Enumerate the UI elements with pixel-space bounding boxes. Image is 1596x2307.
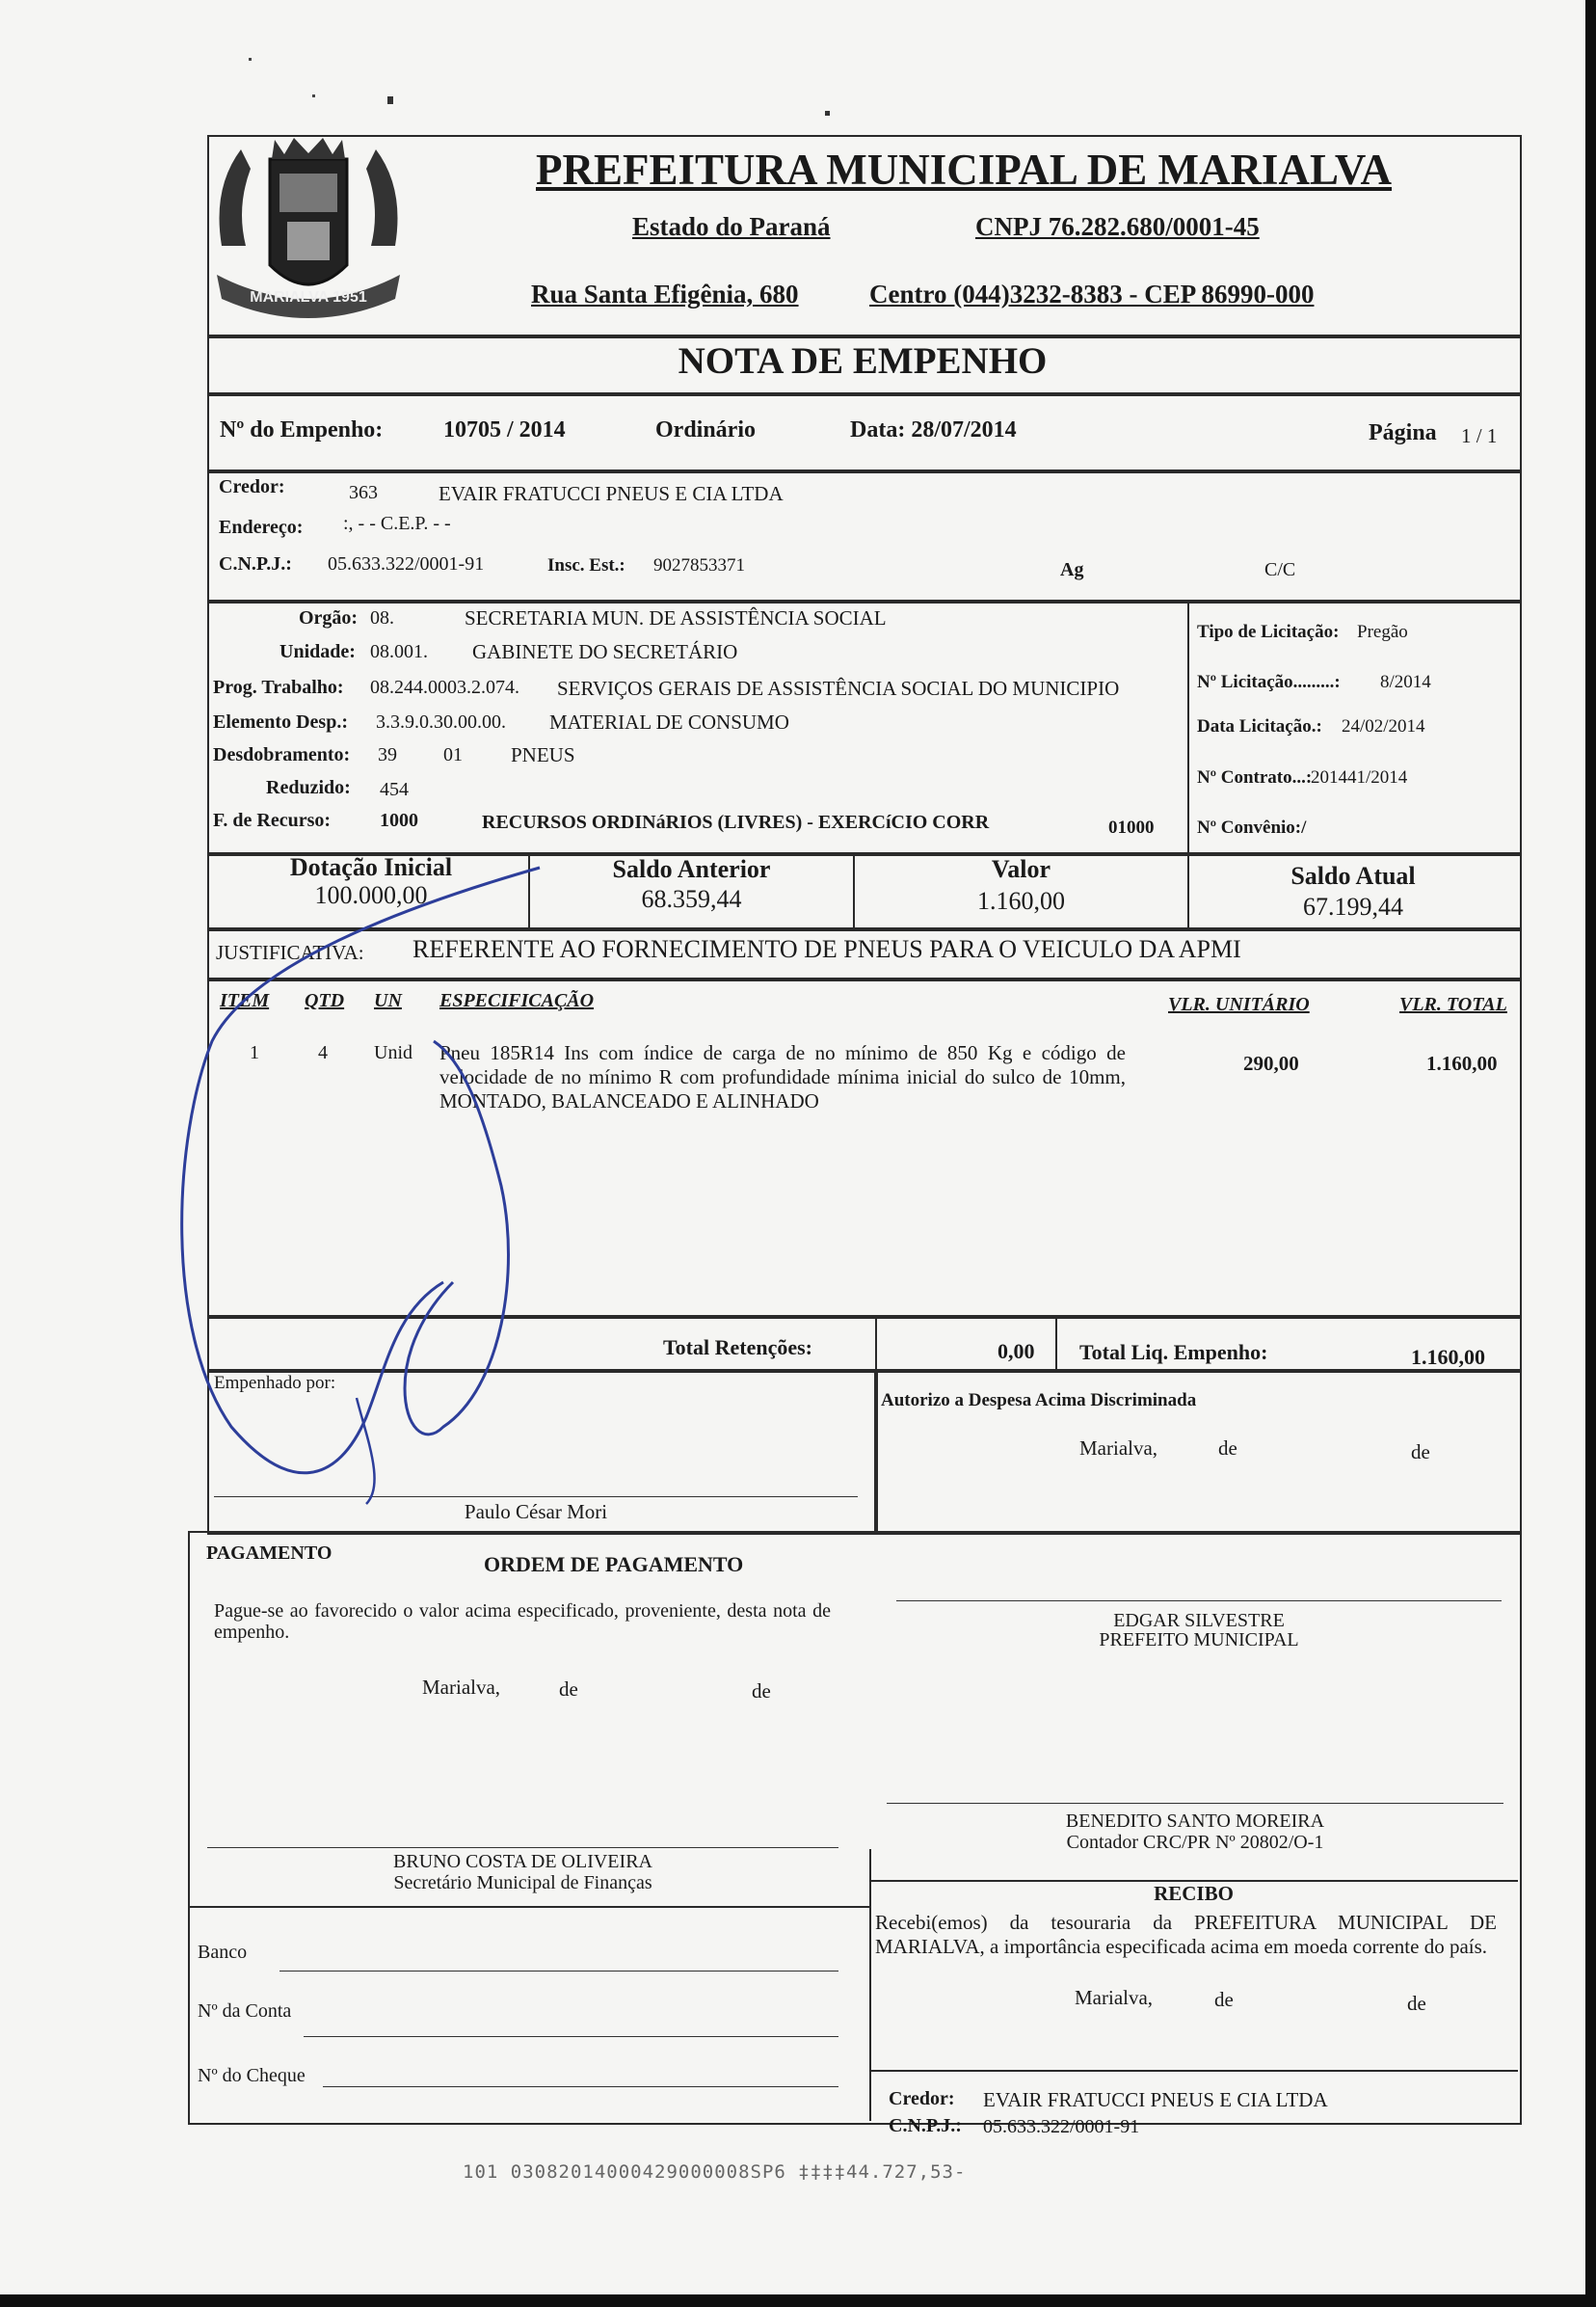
dotacao-value: 100.000,00 — [314, 881, 428, 909]
autorizo-de2: de — [1411, 1440, 1430, 1463]
recurso-number: 01000 — [1108, 818, 1155, 838]
header-address: Rua Santa Efigênia, 680 — [531, 280, 799, 308]
data-licitacao: 24/02/2014 — [1342, 716, 1425, 737]
unidade-label: Unidade: — [279, 641, 356, 662]
recibo-de2: de — [1407, 1992, 1426, 2015]
pagamento-city: Marialva, — [422, 1676, 501, 1699]
item-unit-value: 290,00 — [1243, 1052, 1299, 1075]
credor-cnpj-label: C.N.P.J.: — [219, 553, 292, 575]
empenho-number-label: Nº do Empenho: — [220, 417, 384, 443]
convenio-label: Nº Convênio:/ — [1197, 818, 1307, 838]
orgao-name: SECRETARIA MUN. DE ASSISTÊNCIA SOCIAL — [465, 606, 887, 630]
doc-title: NOTA DE EMPENHO — [678, 340, 1048, 382]
autorizo-label: Autorizo a Despesa Acima Discriminada — [881, 1390, 1197, 1410]
pagamento-de2: de — [752, 1679, 771, 1703]
recurso-code: 1000 — [380, 810, 418, 831]
state-name: Estado do Paraná — [632, 212, 831, 241]
prog-name: SERVIÇOS GERAIS DE ASSISTÊNCIA SOCIAL DO MUNICIPIO — [557, 677, 1120, 700]
orgao-code: 08. — [370, 607, 394, 629]
credor-cnpj: 05.633.322/0001-91 — [328, 553, 485, 575]
elemento-name: MATERIAL DE CONSUMO — [549, 711, 789, 734]
recibo-cnpj: 05.633.322/0001-91 — [983, 2116, 1140, 2137]
autorizo-city: Marialva, — [1079, 1436, 1158, 1460]
recibo-de1: de — [1214, 1988, 1234, 2011]
contador-name: BENEDITO SANTO MOREIRA — [1065, 1811, 1325, 1832]
recibo-text: Recebi(emos) da tesouraria da PREFEITURA MUNICIPAL DE MARIALVA, a importância especificada acima em moeda corrente do país. — [875, 1911, 1497, 1958]
item-total-value: 1.160,00 — [1426, 1052, 1498, 1075]
ordem-pagamento-label: ORDEM DE PAGAMENTO — [484, 1552, 744, 1576]
num-licitacao: 8/2014 — [1380, 672, 1431, 692]
total-liq-label: Total Liq. Empenho: — [1079, 1340, 1268, 1364]
tipo-licitacao: Pregão — [1357, 622, 1408, 642]
desdob-code: 39 — [378, 744, 397, 765]
valor-value: 1.160,00 — [977, 887, 1065, 915]
prefeito-role: PREFEITO MUNICIPAL — [1099, 1629, 1299, 1650]
recibo-label: RECIBO — [1154, 1882, 1234, 1905]
retencoes-value: 0,00 — [998, 1339, 1035, 1363]
reduzido-value: 454 — [380, 779, 409, 800]
autorizo-de1: de — [1218, 1436, 1237, 1460]
elemento-label: Elemento Desp.: — [213, 711, 348, 733]
data-licitacao-label: Data Licitação.: — [1197, 716, 1322, 737]
unidade-name: GABINETE DO SECRETÁRIO — [472, 640, 738, 663]
cc-label: C/C — [1264, 559, 1296, 580]
saldo-anterior-label: Saldo Anterior — [612, 855, 771, 883]
prog-code: 08.244.0003.2.074. — [370, 677, 519, 698]
recibo-credor-label: Credor: — [889, 2088, 955, 2109]
item-number: 1 — [250, 1042, 259, 1063]
col-spec: ESPECIFICAÇÃO — [439, 990, 595, 1011]
recibo-credor: EVAIR FRATUCCI PNEUS E CIA LTDA — [983, 2088, 1328, 2111]
insc-value: 9027853371 — [653, 555, 745, 576]
item-spec: Pneu 185R14 Ins com índice de carga de no mínimo de 850 Kg e código de velocidade de no mínimo R com profundidade mínima inicial do sulco de 10mm, MONTADO, BALANCEADO E ALINHADO — [439, 1041, 1126, 1113]
empenhado-signer: Paulo César Mori — [464, 1500, 608, 1523]
tipo-licitacao-label: Tipo de Licitação: — [1197, 622, 1340, 642]
header-district-phone: Centro (044)3232-8383 - CEP 86990-000 — [869, 280, 1315, 308]
col-un: UN — [374, 990, 402, 1011]
contador-role: Contador CRC/PR Nº 20802/O-1 — [1066, 1832, 1324, 1853]
crest-ribbon-text: MARIALVA 1951 — [250, 289, 367, 306]
col-total: VLR. TOTAL — [1399, 994, 1507, 1015]
credor-code: 363 — [349, 482, 378, 503]
empenho-number: 10705 / 2014 — [443, 417, 566, 443]
mechanical-stamp: 101 03082014000429000008SP6 ‡‡‡‡44.727,53- — [463, 2161, 967, 2183]
insc-label: Insc. Est.: — [547, 555, 625, 576]
saldo-atual-value: 67.199,44 — [1303, 893, 1403, 921]
desdob-sub: 01 — [443, 744, 463, 765]
saldo-anterior-value: 68.359,44 — [641, 885, 742, 913]
pagamento-de1: de — [559, 1677, 578, 1701]
ag-label: Ag — [1060, 559, 1084, 580]
page-label: Página — [1369, 420, 1437, 445]
municipality-title: PREFEITURA MUNICIPAL DE MARIALVA — [536, 146, 1393, 194]
header-cnpj: CNPJ 76.282.680/0001-45 — [975, 212, 1260, 241]
elemento-code: 3.3.9.0.30.00.00. — [376, 711, 506, 733]
orgao-label: Orgão: — [299, 607, 359, 629]
pagamento-label: PAGAMENTO — [206, 1542, 332, 1564]
total-liq-value: 1.160,00 — [1411, 1345, 1485, 1369]
empenho-date: Data: 28/07/2014 — [850, 417, 1017, 443]
item-un: Unid — [374, 1042, 412, 1063]
banco-label: Banco — [198, 1942, 248, 1963]
desdob-name: PNEUS — [511, 743, 575, 766]
financas-role: Secretário Municipal de Finanças — [393, 1872, 652, 1893]
unidade-code: 08.001. — [370, 641, 428, 662]
col-qtd: QTD — [305, 990, 345, 1011]
endereco-label: Endereço: — [219, 517, 304, 538]
prog-label: Prog. Trabalho: — [213, 677, 344, 698]
col-unit: VLR. UNITÁRIO — [1168, 994, 1310, 1015]
dotacao-label: Dotação Inicial — [289, 853, 453, 881]
desdob-label: Desdobramento: — [213, 744, 351, 765]
recurso-label: F. de Recurso: — [213, 810, 332, 831]
empenho-type: Ordinário — [655, 417, 757, 443]
recibo-city: Marialva, — [1075, 1986, 1154, 2009]
conta-label: Nº da Conta — [198, 2000, 292, 2022]
justificativa-text: REFERENTE AO FORNECIMENTO DE PNEUS PARA O VEICULO DA APMI — [412, 935, 1241, 963]
empenhado-label: Empenhado por: — [214, 1373, 336, 1393]
item-qtd: 4 — [318, 1042, 328, 1063]
endereco-value: :, - - C.E.P. - - — [343, 513, 451, 534]
col-item: ITEM — [220, 990, 270, 1011]
retencoes-label: Total Retenções: — [663, 1335, 812, 1359]
contrato-label: Nº Contrato...: — [1197, 767, 1313, 788]
num-licitacao-label: Nº Licitação.........: — [1197, 672, 1341, 692]
cheque-label: Nº do Cheque — [198, 2065, 306, 2086]
contrato-value: 201441/2014 — [1311, 767, 1408, 788]
recibo-cnpj-label: C.N.P.J.: — [889, 2115, 962, 2136]
prefeito-name: EDGAR SILVESTRE — [1113, 1610, 1285, 1631]
reduzido-label: Reduzido: — [266, 777, 351, 798]
justificativa-label: JUSTIFICATIVA: — [216, 941, 364, 964]
credor-label: Credor: — [219, 476, 285, 497]
pagamento-text: Pague-se ao favorecido o valor acima especificado, proveniente, desta nota de empenho. — [214, 1600, 831, 1643]
credor-name: EVAIR FRATUCCI PNEUS E CIA LTDA — [439, 482, 784, 505]
valor-label: Valor — [991, 855, 1051, 883]
recurso-name: RECURSOS ORDINáRIOS (LIVRES) - EXERCíCIO CORR — [482, 812, 990, 833]
page-number: 1 / 1 — [1461, 424, 1498, 447]
financas-name: BRUNO COSTA DE OLIVEIRA — [393, 1851, 652, 1872]
saldo-atual-label: Saldo Atual — [1290, 862, 1416, 890]
